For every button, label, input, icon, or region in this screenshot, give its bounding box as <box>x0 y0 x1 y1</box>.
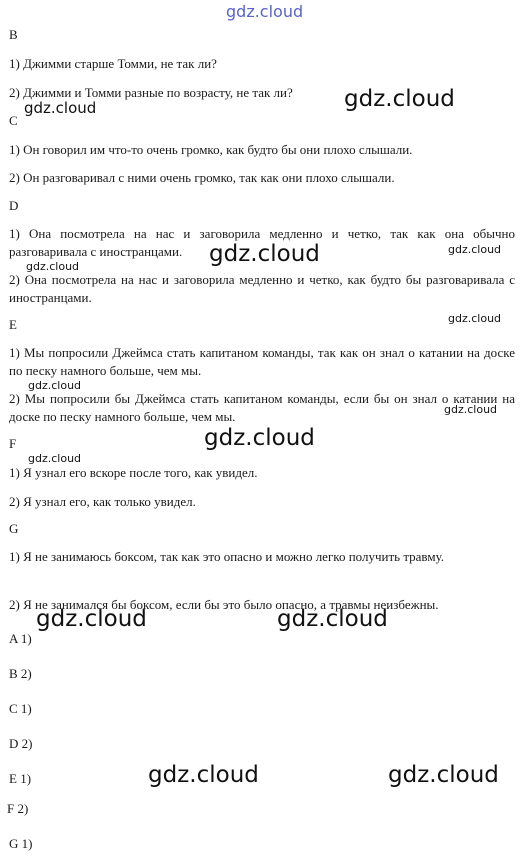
watermark: gdz.cloud <box>277 606 388 632</box>
answer-d: D 2) <box>9 736 33 751</box>
watermark: gdz.cloud <box>209 241 320 267</box>
watermark: gdz.cloud <box>148 762 259 788</box>
answer-f: F 2) <box>7 801 29 816</box>
section-letter-e: E <box>9 317 17 332</box>
watermark-top: gdz.cloud <box>226 2 304 21</box>
sentence-c-2: 2) Он разговаривал с ними очень громко, так как они плохо слышали. <box>9 170 395 185</box>
answer-c: C 1) <box>9 701 32 716</box>
answer-b: B 2) <box>9 666 32 681</box>
sentence-d-1: 1) Она посмотрела на нас и заговорила медленно и четко, так как она обычно разговаривала с иностранцами. <box>9 226 515 259</box>
sentence-b-2: 2) Джимми и Томми разные по возрасту, не так ли? <box>9 85 293 100</box>
sentence-g-1: 1) Я не занимаюсь боксом, так как это опасно и можно легко получить травму. <box>9 549 445 564</box>
section-letter-g: G <box>9 521 19 536</box>
sentence-b-1: 1) Джимми старше Томми, не так ли? <box>9 56 217 71</box>
watermark: gdz.cloud <box>444 403 498 416</box>
watermark: gdz.cloud <box>448 243 502 256</box>
watermark: gdz.cloud <box>26 260 80 273</box>
sentence-g-2: 2) Я не занимался бы боксом, если бы это было опасно, а травмы неизбежны. <box>9 597 439 612</box>
section-letter-c: C <box>9 113 18 128</box>
answer-e: E 1) <box>9 771 32 786</box>
section-letter-b: B <box>9 27 18 42</box>
sentence-e-2: 2) Мы попросили бы Джеймса стать капитаном команды, если бы он знал о катании на доске по песку намного больше, чем мы. <box>9 391 515 424</box>
watermark: gdz.cloud <box>36 606 147 632</box>
watermark: gdz.cloud <box>28 452 82 465</box>
answer-a: A 1) <box>9 631 32 646</box>
sentence-e-1: 1) Мы попросили Джеймса стать капитаном команды, так как он знал о катании на доске по песку намного больше, чем мы. <box>9 345 515 378</box>
section-letter-d: D <box>9 198 19 213</box>
answer-g: G 1) <box>9 836 33 851</box>
watermark: gdz.cloud <box>388 762 499 788</box>
sentence-c-1: 1) Он говорил им что-то очень громко, как будто бы они плохо слышали. <box>9 142 413 157</box>
watermark: gdz.cloud <box>204 425 315 451</box>
watermark: gdz.cloud <box>24 99 97 117</box>
watermark: gdz.cloud <box>344 86 455 112</box>
watermark: gdz.cloud <box>28 379 82 392</box>
sentence-f-2: 2) Я узнал его, как только увидел. <box>9 494 196 509</box>
sentence-f-1: 1) Я узнал его вскоре после того, как увидел. <box>9 465 258 480</box>
watermark: gdz.cloud <box>448 312 502 325</box>
section-letter-f: F <box>9 436 17 451</box>
sentence-d-2: 2) Она посмотрела на нас и заговорила медленно и четко, как будто бы разговаривала с иностранцами. <box>9 272 515 305</box>
